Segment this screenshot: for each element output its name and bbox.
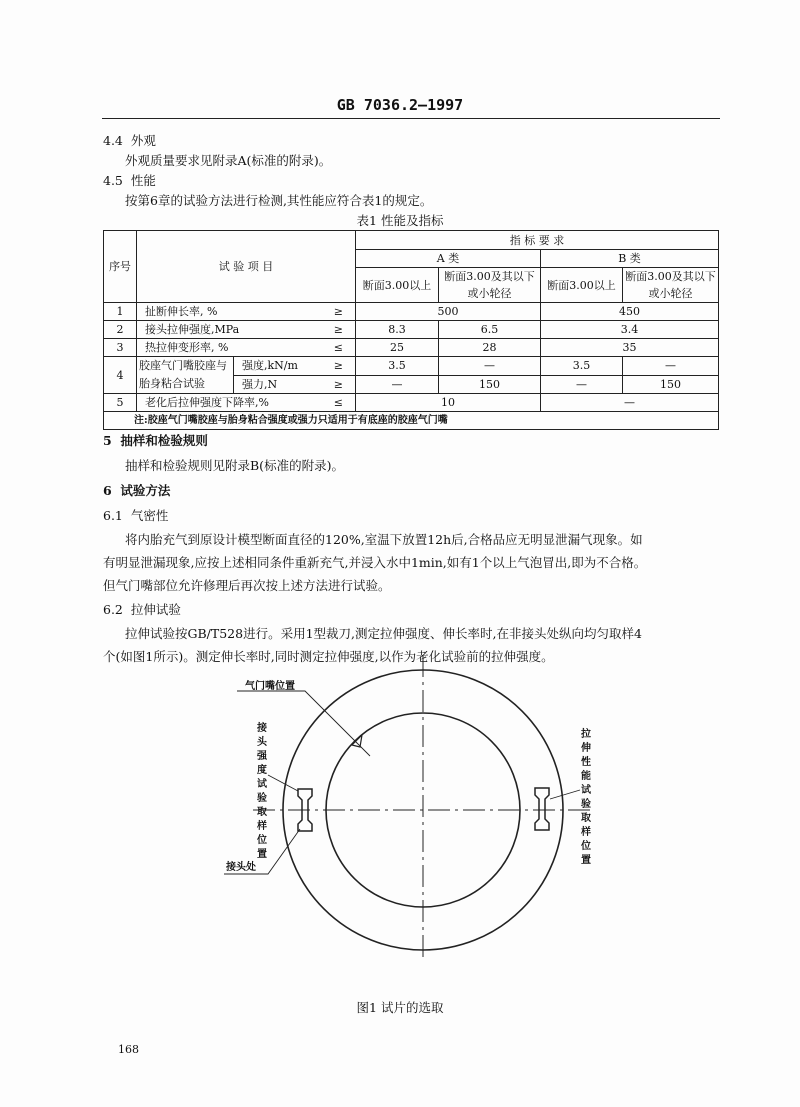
row-symbol: ≤: [314, 339, 356, 357]
joint-sample-leader: [268, 775, 298, 791]
col-header-sub: 断面3.00以上: [541, 268, 623, 303]
cell-class-b: 35: [541, 339, 719, 357]
valve-marker: [352, 735, 362, 747]
paragraph-line: 个(如图1所示)。测定伸长率时,同时测定拉伸强度,以作为老化试验前的拉伸强度。: [103, 649, 554, 664]
row-no: 2: [104, 321, 137, 339]
paragraph-line: 拉伸试验按GB/T528进行。采用1型裁刀,测定拉伸强度、伸长率时,在非接头处纵向均匀取样4: [125, 626, 642, 641]
paragraph-line: 将内胎充气到原设计模型断面直径的120%,室温下放置12h后,合格品应无明显泄漏气现象。如: [125, 532, 643, 547]
row-no: 1: [104, 303, 137, 321]
section-4-4-heading: 4.4 外观: [103, 133, 156, 148]
col-header-class-a: A 类: [356, 250, 541, 268]
section-6-1-heading: 6.1 气密性: [103, 508, 169, 523]
row-item: 热拉伸变形率, %: [137, 339, 314, 357]
row-symbol: ≤: [314, 394, 356, 412]
section-6-heading: 6 试验方法: [103, 483, 171, 498]
paragraph-line: 但气门嘴部位允许修理后再次按上述方法进行试验。: [103, 578, 391, 593]
cell-class-b: —: [541, 394, 719, 412]
page-number: 168: [118, 1043, 139, 1056]
section-4-4-body: 外观质量要求见附录A(标准的附录)。: [125, 153, 332, 168]
valve-position-label: 气门嘴位置: [245, 681, 295, 692]
row-subitem: 强力,N: [234, 375, 314, 394]
col-header-sub: 断面3.00以上: [356, 268, 439, 303]
tensile-specimen: [535, 788, 549, 830]
cell-value: 3.5: [541, 357, 623, 376]
col-header-sub: 断面3.00及其以下或小轮径: [623, 268, 719, 303]
cell-class-b: 3.4: [541, 321, 719, 339]
cell-value: 150: [439, 375, 541, 394]
section-5-body: 抽样和检验规则见附录B(标准的附录)。: [125, 458, 344, 473]
row-symbol: ≥: [314, 375, 356, 394]
row-symbol: ≥: [314, 303, 356, 321]
section-4-5-body: 按第6章的试验方法进行检测,其性能应符合表1的规定。: [125, 193, 433, 208]
col-header-item: 试 验 项 目: [137, 231, 356, 303]
joint-sample-position-label: 接头强度试验取样位置: [257, 723, 267, 860]
cell-value: —: [439, 357, 541, 376]
table-note: 注:胶座气门嘴胶座与胎身粘合强度或强力只适用于有底座的胶座气门嘴: [104, 412, 719, 430]
cell-class-a-large: 8.3: [356, 321, 439, 339]
col-header-requirements: 指 标 要 求: [356, 231, 719, 250]
row-no: 3: [104, 339, 137, 357]
row-subitem: 强度,kN/m: [234, 357, 314, 376]
cell-value: —: [623, 357, 719, 376]
cell-class-a-large: 25: [356, 339, 439, 357]
section-5-heading: 5 抽样和检验规则: [103, 433, 208, 448]
cell-class-a: 10: [356, 394, 541, 412]
cell-class-a-small: 6.5: [439, 321, 541, 339]
standard-number-header: GB 7036.2—1997: [336, 96, 464, 114]
row-item: 接头拉伸强度,MPa: [137, 321, 314, 339]
row-symbol: ≥: [314, 357, 356, 376]
col-header-class-b: B 类: [541, 250, 719, 268]
row-symbol: ≥: [314, 321, 356, 339]
cell-value: —: [541, 375, 623, 394]
row-item: 胶座气门嘴胶座与胎身粘合试验: [137, 357, 234, 394]
tensile-sample-leader: [550, 790, 580, 799]
cell-class-a: 500: [356, 303, 541, 321]
cell-class-b: 450: [541, 303, 719, 321]
figure-caption: 图1 试片的选取: [356, 1000, 444, 1015]
row-no: 5: [104, 394, 137, 412]
table-caption: 表1 性能及指标: [356, 213, 444, 228]
row-item: 老化后拉伸强度下降率,%: [137, 394, 314, 412]
cell-value: 150: [623, 375, 719, 394]
joint-label: 接头处: [226, 862, 256, 873]
row-item: 扯断伸长率, %: [137, 303, 314, 321]
paragraph-line: 有明显泄漏现象,应按上述相同条件重新充气,并浸入水中1min,如有1个以上气泡冒出,即为不合格。: [103, 555, 647, 570]
section-6-2-heading: 6.2 拉伸试验: [103, 602, 181, 617]
cell-value: 3.5: [356, 357, 439, 376]
tensile-sample-position-label: 拉伸性能试验取样位置: [581, 729, 591, 866]
col-header-sub: 断面3.00及其以下或小轮径: [439, 268, 541, 303]
cell-value: —: [356, 375, 439, 394]
row-no: 4: [104, 357, 137, 394]
col-header-no: 序号: [104, 231, 137, 303]
cell-class-a-small: 28: [439, 339, 541, 357]
section-4-5-heading: 4.5 性能: [103, 173, 156, 188]
